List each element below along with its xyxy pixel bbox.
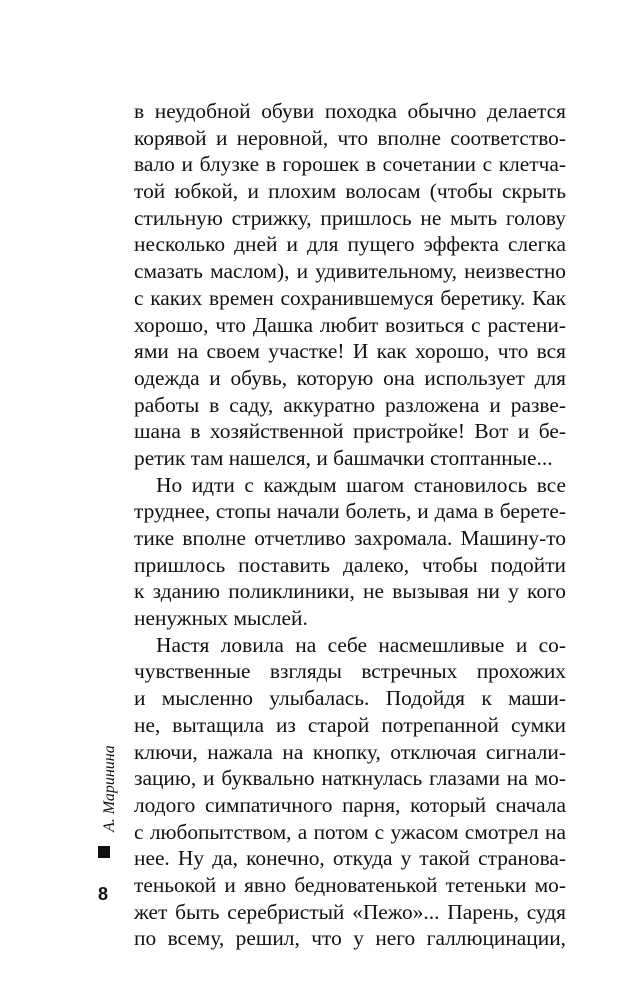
- text-line: одежда и обувь, которую она использует для: [134, 365, 566, 390]
- text-line: вало и блузке в горошек в сочетании с клетча-: [134, 152, 566, 177]
- text-line: с каких времен сохранившемуся беретику. Как: [134, 285, 566, 310]
- text-line: в неудобной обуви походка обычно делается: [134, 99, 566, 123]
- text-line: по всему, решил, что у него галлюцинации,: [134, 926, 566, 951]
- text-line: к зданию поликлиники, не вызывая ни у кого: [134, 579, 566, 604]
- text-line: шана в хозяйственной пристройке! Вот и бе-: [134, 419, 566, 444]
- text-line: зацию, и буквально наткнулась глазами на мо-: [134, 766, 566, 791]
- text-line: той юбкой, и плохим волосам (чтобы скрыть: [134, 179, 566, 204]
- text-line: хорошо, что Дашка любит возиться с растени-: [134, 312, 566, 337]
- text-line: корявой и неровной, что вполне соответство-: [134, 125, 566, 150]
- paragraph-first-line: Но идти с каждым шагом становилось все: [156, 472, 566, 497]
- text-line: и мысленно улыбалась. Подойдя к маши-: [134, 686, 566, 711]
- running-head-marker: [98, 846, 110, 858]
- page-number: 8: [98, 884, 109, 904]
- text-line: ретик там нашелся, и башмачки стоптанные...: [134, 445, 553, 470]
- running-head-author: А. Маринина: [101, 745, 118, 832]
- text-line: нее. Ну да, конечно, откуда у такой странова-: [134, 846, 566, 871]
- text-line: смазать маслом), и удивительному, неизвестно: [134, 259, 566, 284]
- text-line: несколько дней и для пущего эффекта слегка: [134, 232, 566, 257]
- text-line: стильную стрижку, пришлось не мыть голову: [134, 205, 566, 230]
- body-text: [134, 98, 566, 952]
- text-line: тике вполне отчетливо захромала. Машину-то: [134, 526, 566, 550]
- text-line: чувственные взгляды встречных прохожих: [134, 659, 566, 684]
- text-line: жет быть серебристый «Пежо»... Парень, судя: [134, 899, 566, 924]
- text-line: пришлось поставить далеко, чтобы подойти: [134, 552, 566, 577]
- text-line: работы в саду, аккуратно разложена и разве-: [134, 392, 566, 417]
- text-line: ключи, нажала на кнопку, отключая сигнали-: [134, 739, 566, 764]
- text-line: ненужных мыслей.: [134, 606, 308, 631]
- text-line: не, вытащила из старой потрепанной сумки: [134, 712, 566, 737]
- text-line: с любопытством, а потом с ужасом смотрел на: [134, 819, 566, 844]
- text-line: теньокой и явно бедноватенькой тетеньки мо-: [134, 872, 566, 897]
- text-line: лодого симпатичного парня, который сначала: [134, 792, 566, 817]
- text-line: труднее, стопы начали болеть, и дама в берете-: [134, 499, 566, 524]
- paragraph-first-line: Настя ловила на себе насмешливые и со-: [156, 632, 566, 657]
- text-line: ями на своем участке! И как хорошо, что вся: [134, 339, 566, 364]
